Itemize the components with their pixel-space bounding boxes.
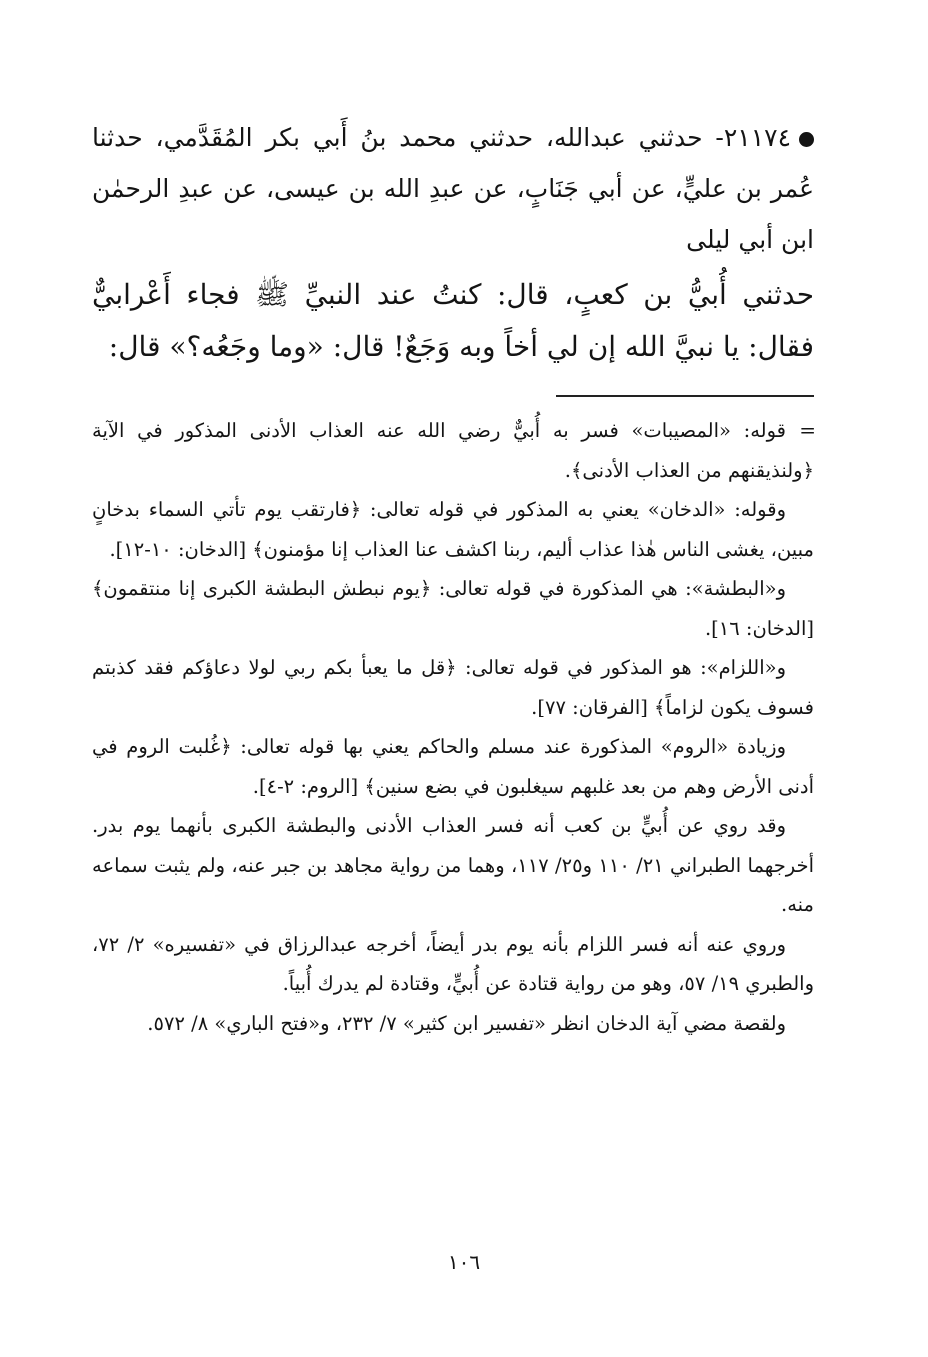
page-number: ١٠٦: [447, 1250, 481, 1274]
footnote-paragraph-5: وزيادة «الروم» المذكورة عند مسلم والحاكم يعني بها قوله تعالى: ﴿غُلبت الروم في أدنى الأرض وهم من بعد غلبهم سيغلبون في بضع سنين﴾ [الروم: ٢-٤].: [92, 735, 814, 798]
footnote-separator: [556, 395, 814, 397]
footnotes: [92, 411, 814, 1043]
bullet-icon: [799, 132, 814, 147]
page-content: [92, 112, 814, 1043]
footnote-paragraph-4: و«اللزام»: هو المذكور في قوله تعالى: ﴿قل ما يعبأ بكم ربي لولا دعاؤكم فقد كذبتم فسوف يكون لزاماً﴾ [الفرقان: ٧٧].: [92, 656, 814, 719]
hadith-matn: حدثني أُبيُّ بن كعبٍ، قال: كنتُ عند النبيِّ ﷺ فجاء أَعْرابيٌّ فقال: يا نبيَّ الله إن لي أخاً وبه وَجَعٌ! قال: «وما وجَعُه؟» قال:: [92, 278, 814, 363]
footnote-text-1: قوله: «المصيبات» فسر به أُبيٌّ رضي الله عنه العذاب الأدنى المذكور في الآية ﴿ولنذيقنهم من العذاب الأدنى﴾.: [92, 419, 814, 482]
hadith-isnad: ٢١١٧٤- حدثني عبدالله، حدثني محمد بنُ أَبي بكر المُقَدَّمي، حدثنا عُمر بن عليٍّ، عن أبي جَنَابٍ، عن عبدِ الله بن عيسى، عن عبدِ الرحمٰن ابن أبي ليلى: [92, 123, 814, 254]
hadith-isnad-paragraph: [92, 112, 814, 265]
continuation-mark: =: [799, 418, 816, 442]
footnote-paragraph-6: وقد روي عن أُبيٍّ بن كعب أنه فسر العذاب الأدنى والبطشة الكبرى بأنهما يوم بدر. أخرجهما الطبراني ٢١/ ١١٠ و٢٥/ ١١٧، وهما من رواية مجاهد بن جبر عنه، ولم يثبت سماعه منه.: [92, 814, 814, 916]
footnote-paragraph-7: وروي عنه أنه فسر اللزام بأنه يوم بدر أيضاً، أخرجه عبدالرزاق في «تفسيره» ٢/ ٧٢، والطبري ١٩/ ٥٧، وهو من رواية قتادة عن أُبيٍّ، وقتادة لم يدرك أُبياً.: [92, 932, 814, 995]
footnote-paragraph-2: وقوله: «الدخان» يعني به المذكور في قوله تعالى: ﴿فارتقب يوم تأتي السماء بدخانٍ مبين، يغشى الناس هٰذا عذاب أليم، ربنا اكشف عنا العذاب إنا مؤمنون﴾ [الدخان: ١٠-١٢].: [92, 498, 814, 561]
footnote-separator-wrap: [92, 373, 814, 411]
footnote-paragraph-3: و«البطشة»: هي المذكورة في قوله تعالى: ﴿يوم نبطش البطشة الكبرى إنا منتقمون﴾ [الدخان: ١٦].: [92, 577, 814, 640]
footnote-paragraph-8: ولقصة مضي آية الدخان انظر «تفسير ابن كثير» ٧/ ٢٣٢، و«فتح الباري» ٨/ ٥٧٢.: [147, 1011, 786, 1035]
footnote-paragraph-1: [92, 411, 814, 490]
